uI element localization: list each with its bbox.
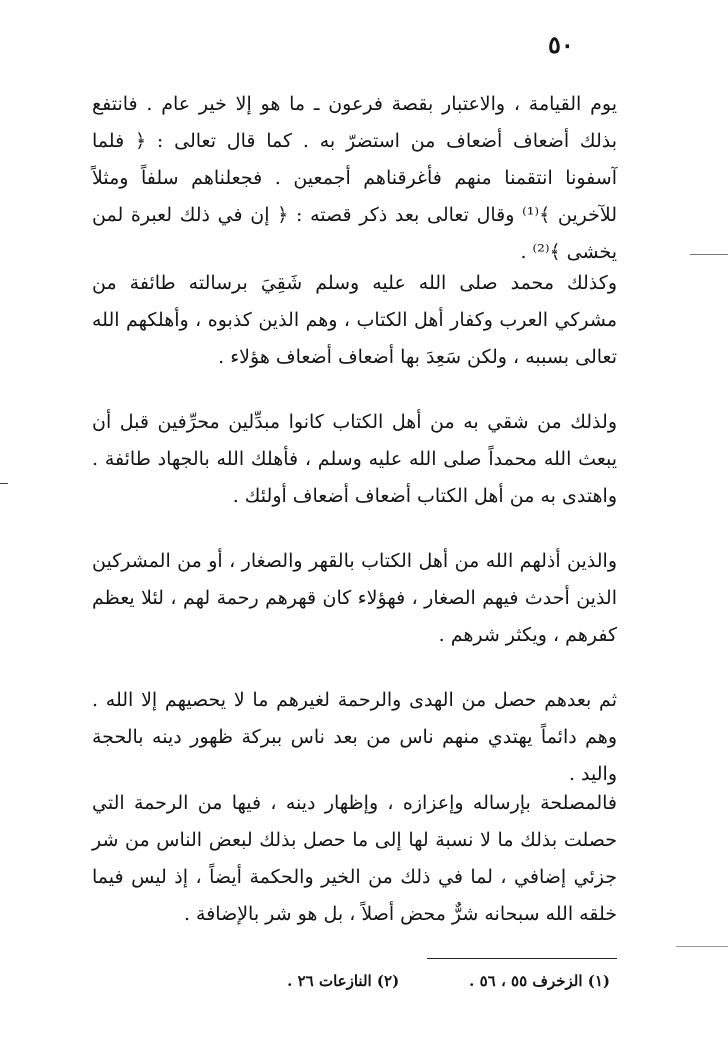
paragraph-text: فالمصلحة بإرساله وإعزازه ، وإظهار دينه ، فيها من الرحمة التي حصلت بذلك ما لا نسبة لها إلى ما حصل بذلك لبعض الناس من شر جزئي إضافي ، لما في ذلك من الخير والحكمة أيضاً ، إذ ليس فيما خلقه الله سبحانه شرٌّ محض أصلاً ، بل هو شر بالإضافة . [92, 792, 617, 925]
scan-edge-mark [0, 483, 8, 484]
paragraph-6 [92, 785, 617, 933]
scan-edge-mark [676, 946, 728, 947]
paragraph-text: ثم بعدهم حصل من الهدى والرحمة لغيرهم ما لا يحصيهم إلا الله . وهم دائماً يهتدي منهم ناس من بعد ناس ببركة ظهور دينه بالحجة واليد . [92, 689, 617, 785]
paragraph-text: وكذلك محمد صلى الله عليه وسلم شَقِيَ برسالته طائفة من مشركي العرب وكفار أهل الكتاب ، وهم الذين كذبوه ، وأهلكهم الله تعالى بسببه ، ولكن سَعِدَ بها أضعاف أضعاف هؤلاء . [92, 272, 617, 368]
paragraph-4 [92, 543, 617, 654]
scan-edge-mark [690, 254, 728, 255]
footnote-1: (١) الزخرف ٥٥ ، ٥٦ . [469, 972, 610, 990]
paragraph-3 [92, 404, 617, 515]
paragraph-1 [92, 86, 617, 271]
page-number: ٥٠ [548, 30, 574, 59]
footnotes [210, 972, 610, 990]
paragraph-5 [92, 682, 617, 793]
paragraph-text: والذين أذلهم الله من أهل الكتاب بالقهر والصغار ، أو من المشركين الذين أحدث فيهم الصغار ، فهؤلاء كان قهرهم رحمة لهم ، لئلا يعظم كفرهم ، ويكثر شرهم . [92, 550, 617, 646]
footnote-2: (٢) النازعات ٢٦ . [287, 972, 400, 990]
paragraph-text: ولذلك من شقي به من أهل الكتاب كانوا مبدِّلين محرِّفين قبل أن يبعث الله محمداً صلى الله عليه وسلم ، فأهلك الله بالجهاد طائفة . واهتدى به من أهل الكتاب أضعاف أضعاف أولئك . [92, 411, 617, 507]
paragraph-text: يوم القيامة ، والاعتبار بقصة فرعون ـ ما هو إلا خير عام . فانتفع بذلك أضعاف أضعاف من استضرّ به . كما قال تعالى : ﴿ فلما آسفونا انتقمنا منهم فأغرقناهم أجمعين . فجعلناهم سلفاً ومثلاً للآخرين ﴾⁽¹⁾ وقال تعالى بعد ذكر قصته : ﴿ إن في ذلك لعبرة لمن يخشى ﴾⁽²⁾ . [92, 93, 617, 263]
footnote-divider [427, 958, 617, 959]
paragraph-2 [92, 265, 617, 376]
